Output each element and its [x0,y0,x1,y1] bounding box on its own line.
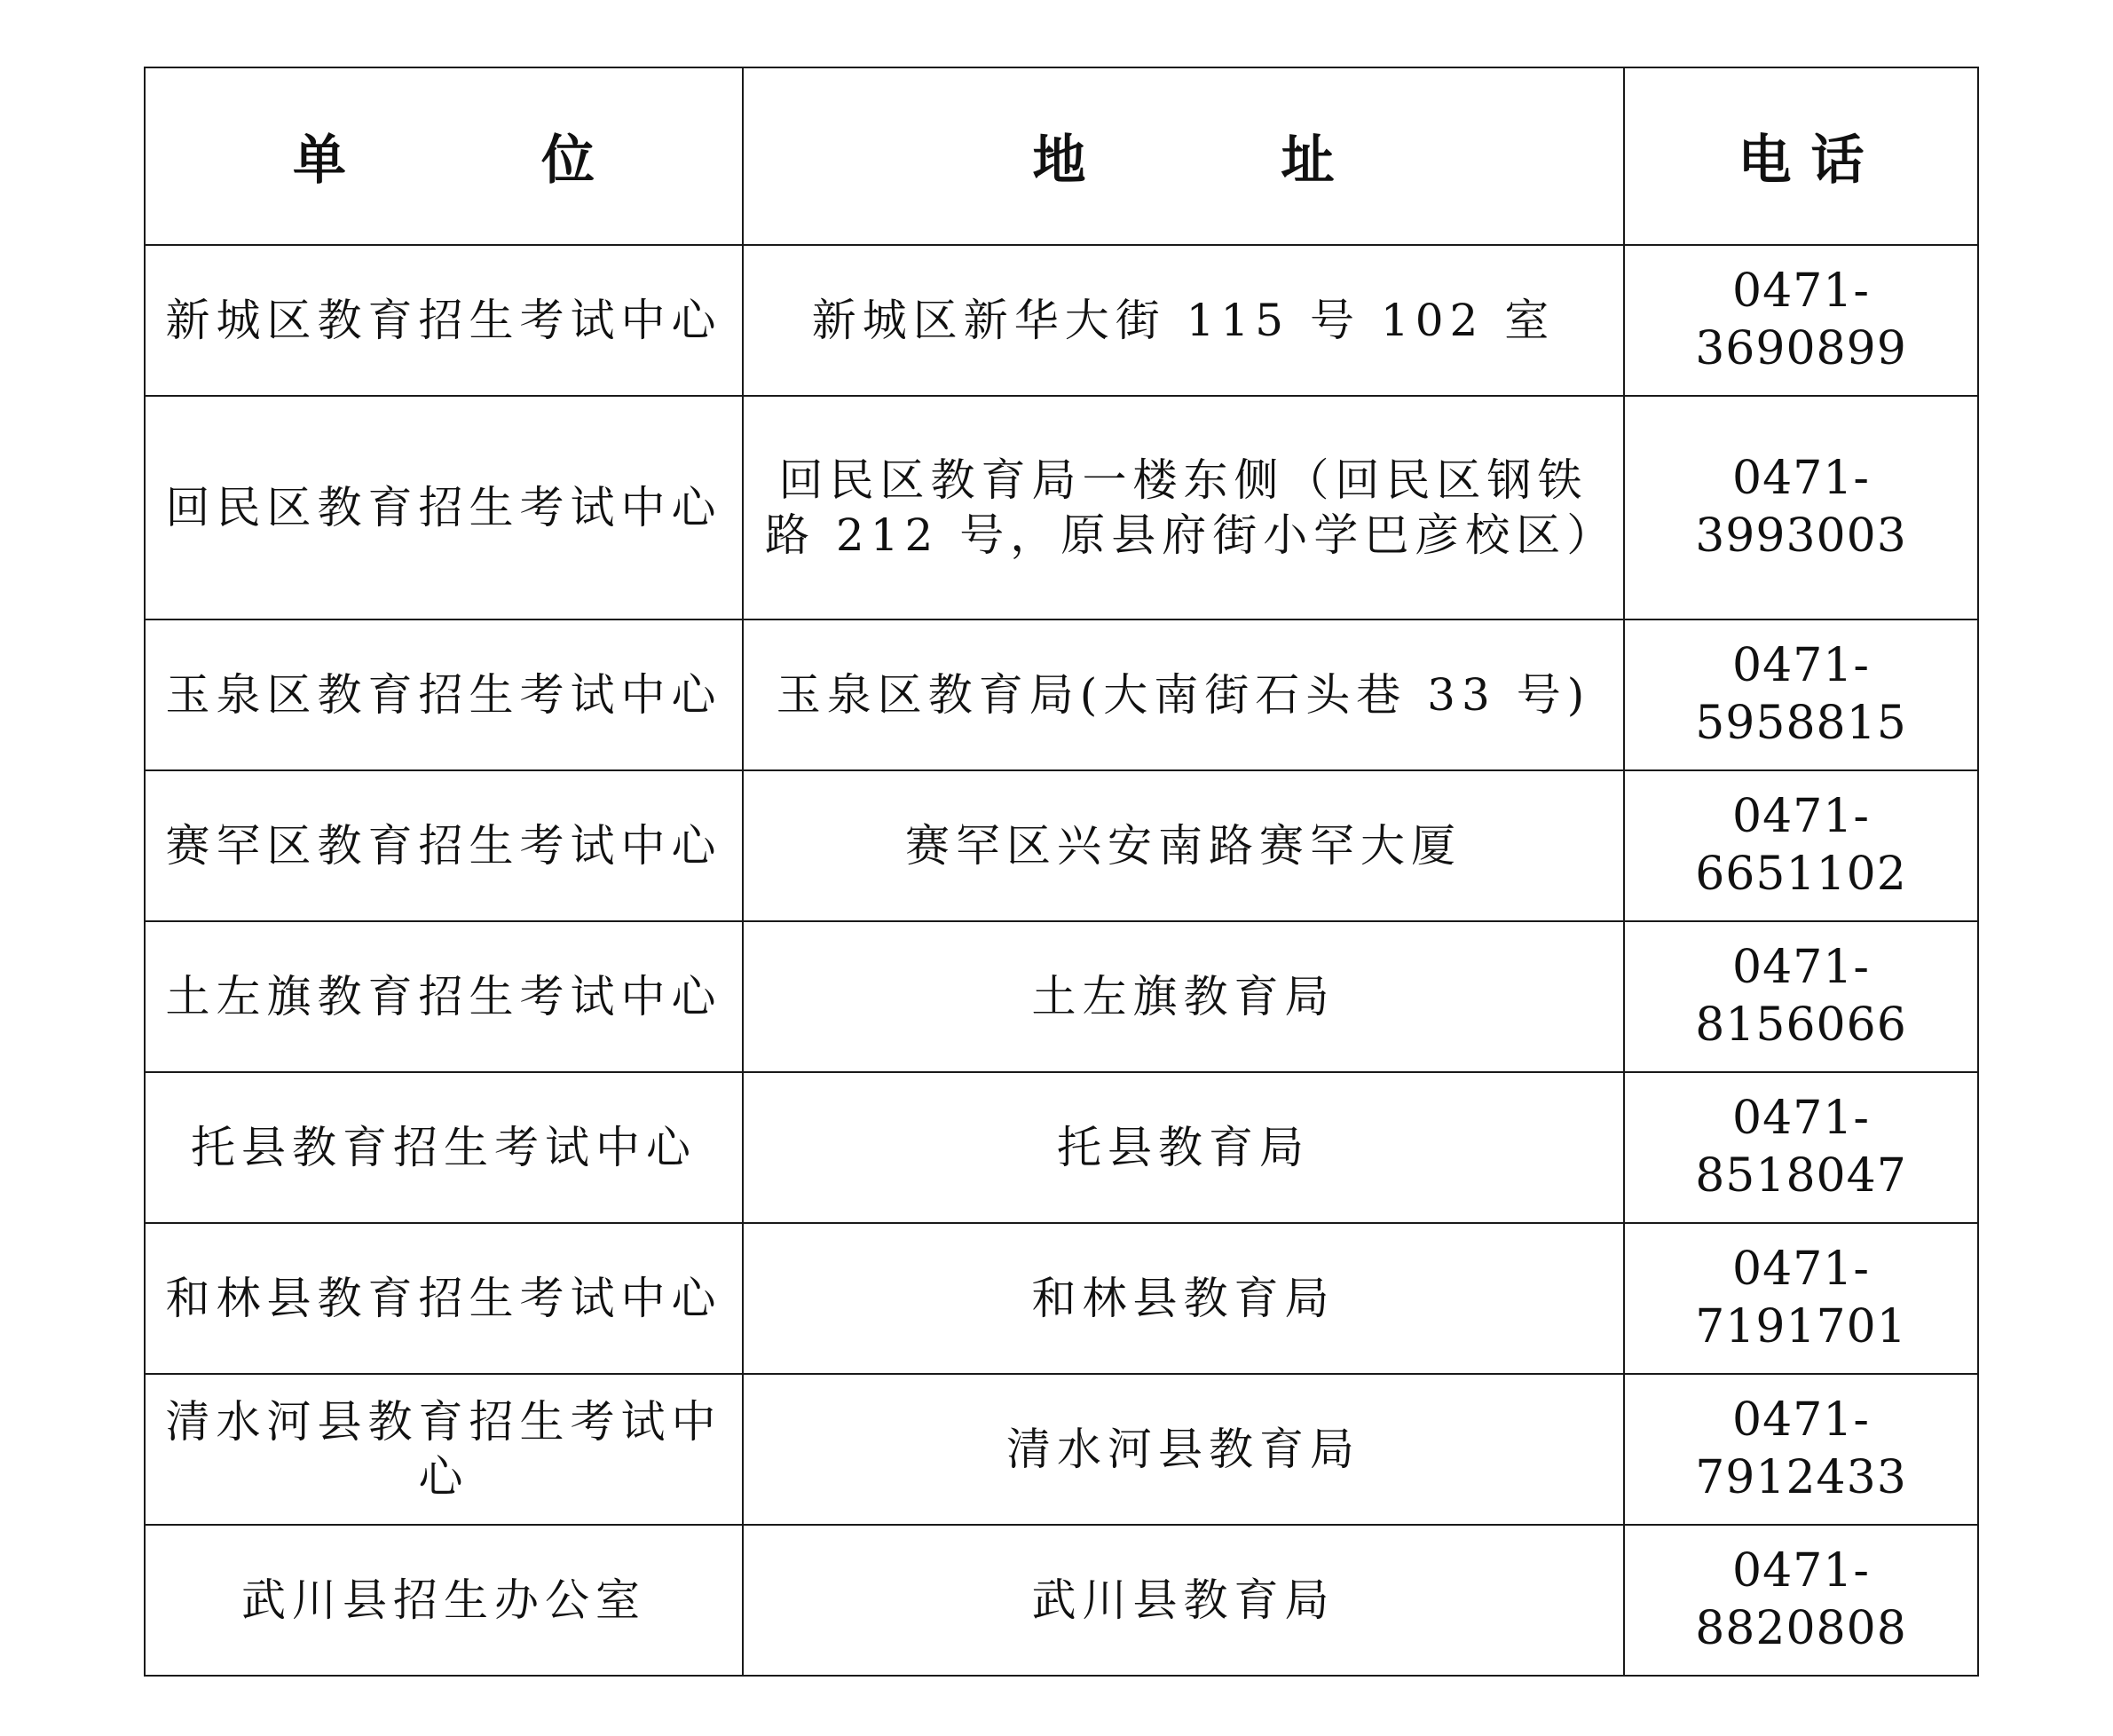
cell-address: 武川县教育局 [743,1525,1624,1676]
table-row [145,619,1978,770]
table-row [145,921,1978,1072]
table-row [145,396,1978,619]
cell-address: 和林县教育局 [743,1223,1624,1374]
cell-phone: 0471-5958815 [1624,619,1978,770]
table-row [145,245,1978,396]
cell-phone: 0471-8156066 [1624,921,1978,1072]
cell-unit: 武川县招生办公室 [145,1525,743,1676]
cell-unit: 清水河县教育招生考试中心 [145,1374,743,1525]
cell-phone: 0471-3690899 [1624,245,1978,396]
header-phone: 电话 [1624,67,1978,245]
cell-unit: 回民区教育招生考试中心 [145,396,743,619]
table-row [145,1072,1978,1223]
table-row [145,1223,1978,1374]
cell-unit: 玉泉区教育招生考试中心 [145,619,743,770]
cell-unit: 赛罕区教育招生考试中心 [145,770,743,921]
header-unit: 单 位 [145,67,743,245]
contact-table-container [144,67,1977,1677]
cell-phone: 0471-8820808 [1624,1525,1978,1676]
cell-unit: 土左旗教育招生考试中心 [145,921,743,1072]
cell-address: 赛罕区兴安南路赛罕大厦 [743,770,1624,921]
cell-unit: 新城区教育招生考试中心 [145,245,743,396]
cell-address: 土左旗教育局 [743,921,1624,1072]
table-row [145,1525,1978,1676]
cell-phone: 0471-8518047 [1624,1072,1978,1223]
cell-phone: 0471-7912433 [1624,1374,1978,1525]
cell-phone: 0471-6651102 [1624,770,1978,921]
cell-unit: 和林县教育招生考试中心 [145,1223,743,1374]
cell-address: 托县教育局 [743,1072,1624,1223]
table-row [145,770,1978,921]
cell-address: 清水河县教育局 [743,1374,1624,1525]
cell-address: 回民区教育局一楼东侧（回民区钢铁路 212 号，原县府街小学巴彦校区） [743,396,1624,619]
cell-unit: 托县教育招生考试中心 [145,1072,743,1223]
cell-address: 玉泉区教育局(大南街石头巷 33 号) [743,619,1624,770]
table-header-row [145,67,1978,245]
table-row [145,1374,1978,1525]
header-address: 地 址 [743,67,1624,245]
cell-phone: 0471-3993003 [1624,396,1978,619]
cell-address: 新城区新华大街 115 号 102 室 [743,245,1624,396]
cell-phone: 0471-7191701 [1624,1223,1978,1374]
contact-table [144,67,1979,1677]
